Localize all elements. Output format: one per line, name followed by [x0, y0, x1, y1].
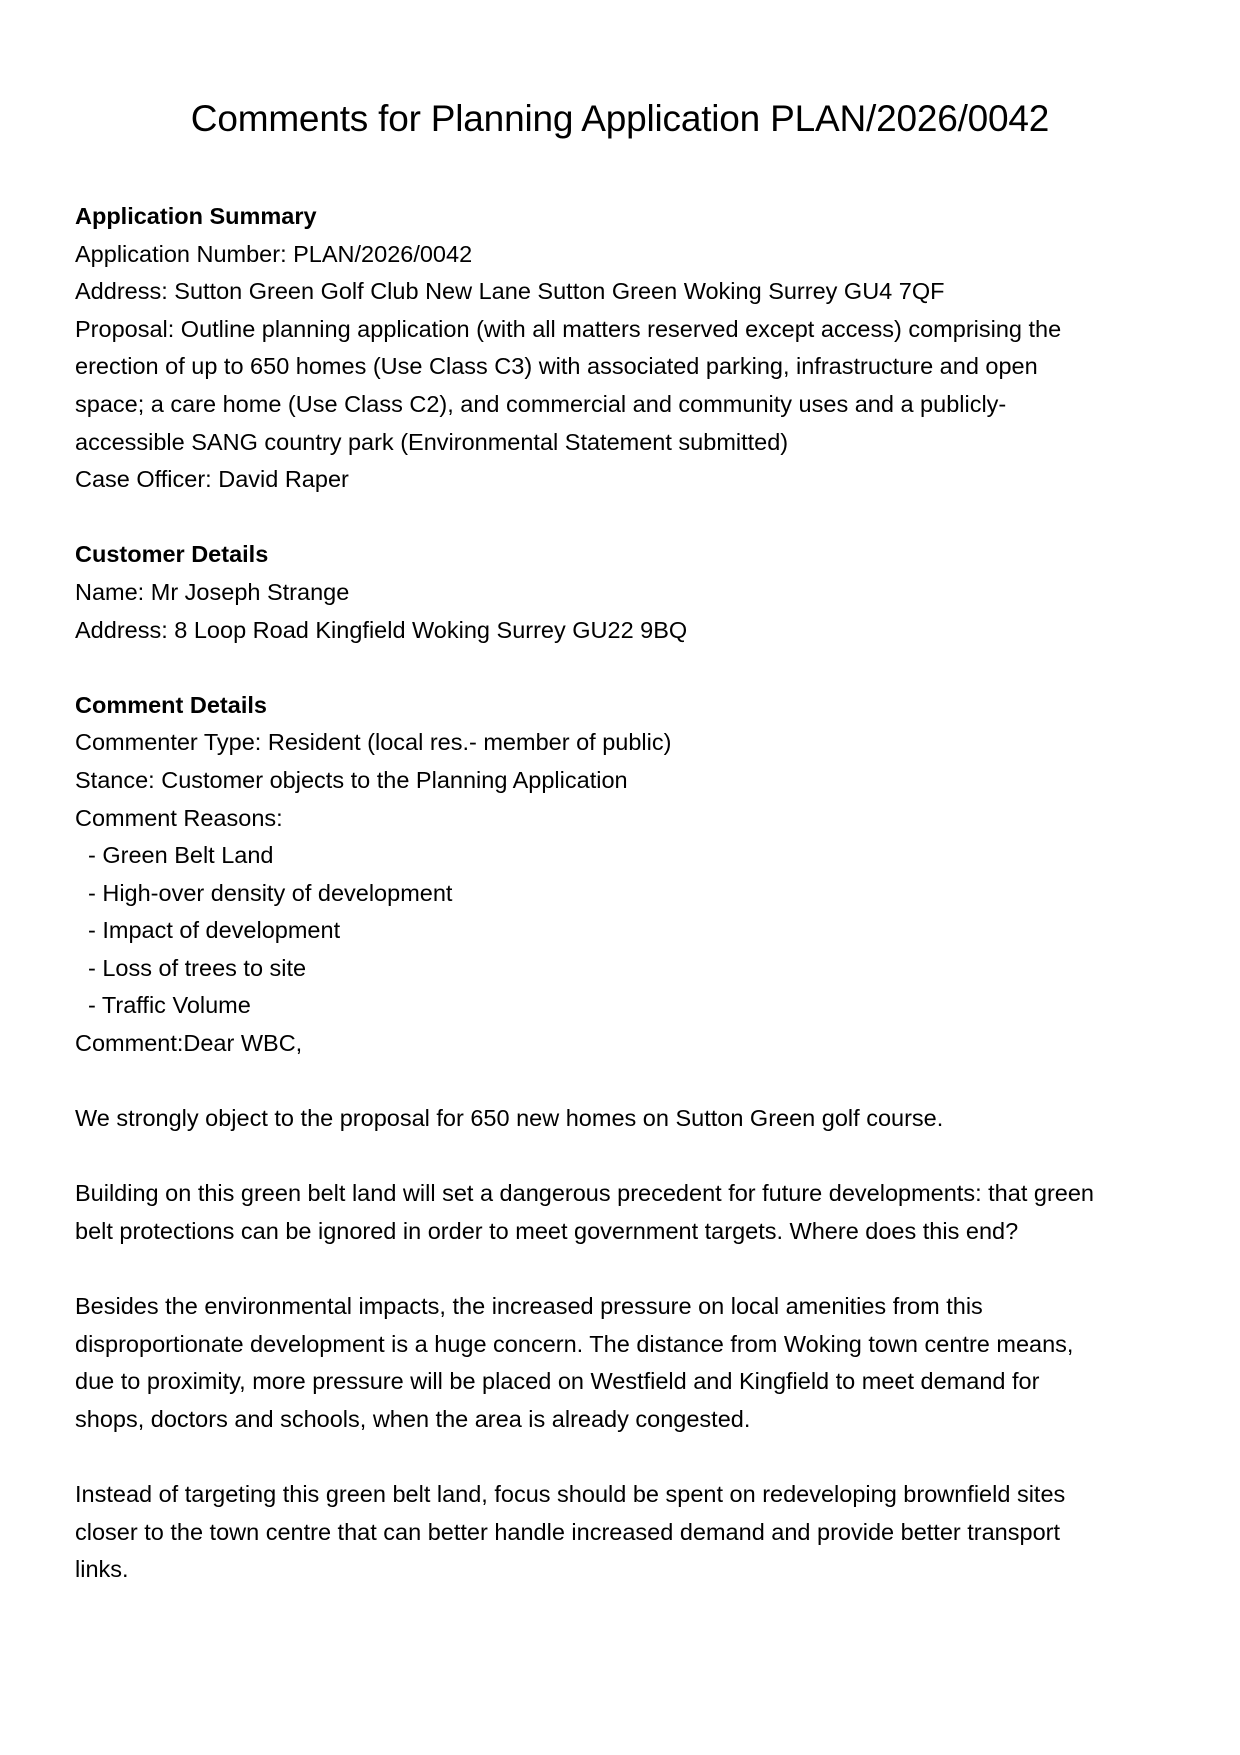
application-summary-section	[75, 198, 1175, 499]
proposal-line: erection of up to 650 homes (Use Class C3) with associated parking, infrastructure and open	[75, 353, 1038, 380]
comment-reason-item: - Impact of development	[88, 917, 341, 944]
case-officer: Case Officer: David Raper	[75, 466, 349, 493]
application-address: Address: Sutton Green Golf Club New Lane Sutton Green Woking Surrey GU4 7QF	[75, 278, 945, 305]
comment-opening: Comment:Dear WBC,	[75, 1030, 303, 1057]
comment-paragraph	[75, 1175, 1175, 1250]
document-body	[75, 198, 1175, 1589]
paragraph-line: shops, doctors and schools, when the area is already congested.	[75, 1406, 751, 1432]
comment-details-section	[75, 687, 1175, 1589]
customer-details-section	[75, 536, 1175, 649]
proposal-line: Proposal: Outline planning application (with all matters reserved except access) comprising the	[75, 315, 1062, 342]
proposal-line: accessible SANG country park (Environmental Statement submitted)	[75, 428, 789, 455]
paragraph-spacer	[75, 1251, 1175, 1289]
paragraph-line: Building on this green belt land will set a dangerous precedent for future developments: that green	[75, 1180, 1094, 1207]
application-summary-heading: Application Summary	[75, 203, 317, 229]
paragraph-spacer	[75, 1063, 1175, 1101]
paragraph-line: disproportionate development is a huge concern. The distance from Woking town centre means,	[75, 1330, 1074, 1357]
customer-name: Name: Mr Joseph Strange	[75, 578, 350, 605]
paragraph-line: due to proximity, more pressure will be placed on Westfield and Kingfield to meet demand for	[75, 1368, 1040, 1395]
comment-paragraph	[75, 1288, 1175, 1438]
comment-paragraph	[75, 1476, 1175, 1589]
comment-reason-item: - High-over density of development	[88, 879, 453, 906]
paragraph-line: We strongly object to the proposal for 650 new homes on Sutton Green golf course.	[75, 1105, 944, 1132]
comment-reason-item: - Green Belt Land	[88, 842, 274, 869]
section-spacer	[75, 499, 1175, 537]
paragraph-line: closer to the town centre that can better handle increased demand and provide better transport	[75, 1518, 1060, 1545]
paragraph-line: Instead of targeting this green belt land, focus should be spent on redeveloping brownfield sites	[75, 1481, 1066, 1508]
comment-details-heading: Comment Details	[75, 691, 267, 718]
comment-reasons-label: Comment Reasons:	[75, 804, 283, 831]
page-title: Comments for Planning Application PLAN/2026/0042	[190, 98, 1050, 139]
commenter-type: Commenter Type: Resident (local res.- member of public)	[75, 729, 672, 756]
paragraph-line: belt protections can be ignored in order to meet government targets. Where does this end?	[75, 1218, 1019, 1245]
proposal-line: space; a care home (Use Class C2), and commercial and community uses and a publicly-	[75, 390, 1007, 417]
customer-address: Address: 8 Loop Road Kingfield Woking Surrey GU22 9BQ	[75, 616, 688, 643]
application-number: Application Number: PLAN/2026/0042	[75, 240, 473, 267]
comment-paragraph	[75, 1100, 1175, 1138]
section-spacer	[75, 649, 1175, 687]
customer-details-heading: Customer Details	[75, 541, 269, 568]
comment-reason-item: - Traffic Volume	[88, 992, 251, 1019]
stance: Stance: Customer objects to the Planning Application	[75, 766, 628, 793]
comment-reason-item: - Loss of trees to site	[88, 954, 307, 981]
paragraph-spacer	[75, 1138, 1175, 1176]
paragraph-line: Besides the environmental impacts, the increased pressure on local amenities from this	[75, 1293, 983, 1320]
paragraph-spacer	[75, 1439, 1175, 1477]
paragraph-line: links.	[75, 1556, 129, 1583]
